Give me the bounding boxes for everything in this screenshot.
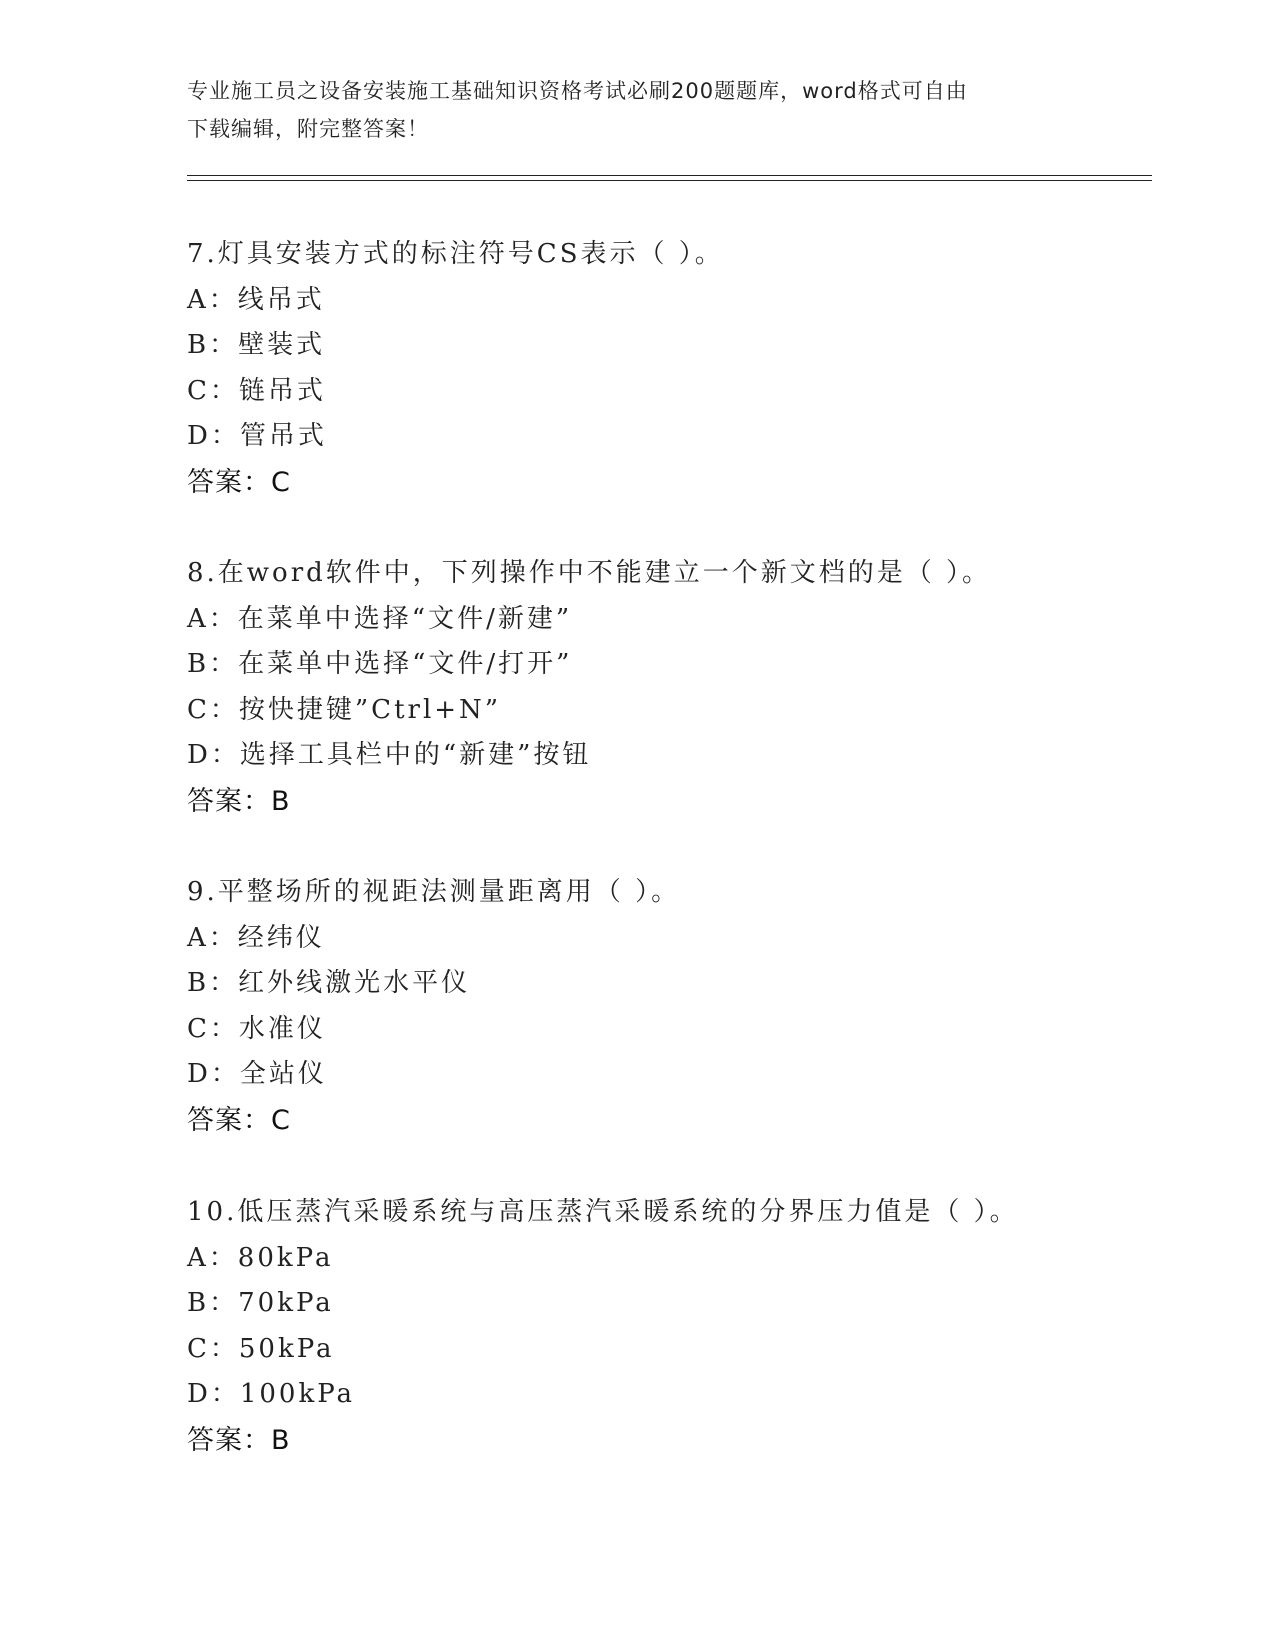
option-b: B：70kPa xyxy=(187,1288,334,1318)
header-divider-top xyxy=(187,175,1152,176)
option-d: D：管吊式 xyxy=(187,421,327,451)
option-a: A：经纬仪 xyxy=(187,922,325,953)
header-divider-bottom xyxy=(187,180,1152,181)
document-header xyxy=(187,72,1087,148)
option-c: C：水准仪 xyxy=(187,1013,326,1044)
option-a: A：80kPa xyxy=(187,1242,334,1273)
header-line-2: 下载编辑，附完整答案！ xyxy=(187,117,429,141)
answer: 答案：C xyxy=(187,1104,291,1136)
option-b: B：在菜单中选择“文件/打开” xyxy=(187,649,573,679)
option-d: D：选择工具栏中的“新建”按钮 xyxy=(187,740,592,770)
option-c: C：按快捷键”Ctrl+N” xyxy=(187,694,502,725)
question-stem: 8.在word软件中，下列操作中不能建立一个新文档的是（ ）。 xyxy=(187,558,992,588)
answer: 答案：B xyxy=(187,785,291,817)
question-stem: 7.灯具安装方式的标注符号CS表示（ ）。 xyxy=(187,239,724,269)
option-c: C：链吊式 xyxy=(187,375,326,406)
option-b: B：红外线激光水平仪 xyxy=(187,968,471,998)
question-8 xyxy=(187,551,1167,824)
option-a: A：线吊式 xyxy=(187,284,325,315)
answer: 答案：C xyxy=(187,466,291,498)
option-d: D：全站仪 xyxy=(187,1059,327,1089)
question-7 xyxy=(187,232,1167,505)
question-stem: 10.低压蒸汽采暖系统与高压蒸汽采暖系统的分界压力值是（ ）。 xyxy=(187,1197,1019,1227)
option-c: C：50kPa xyxy=(187,1333,335,1364)
option-a: A：在菜单中选择“文件/新建” xyxy=(187,603,573,634)
question-stem: 9.平整场所的视距法测量距离用（ ）。 xyxy=(187,877,681,907)
header-line-1: 专业施工员之设备安装施工基础知识资格考试必刷200题题库，word格式可自由 xyxy=(187,79,968,103)
option-d: D：100kPa xyxy=(187,1379,356,1409)
question-9 xyxy=(187,870,1167,1143)
answer: 答案：B xyxy=(187,1424,291,1456)
question-10 xyxy=(187,1190,1167,1463)
option-b: B：壁装式 xyxy=(187,330,326,360)
